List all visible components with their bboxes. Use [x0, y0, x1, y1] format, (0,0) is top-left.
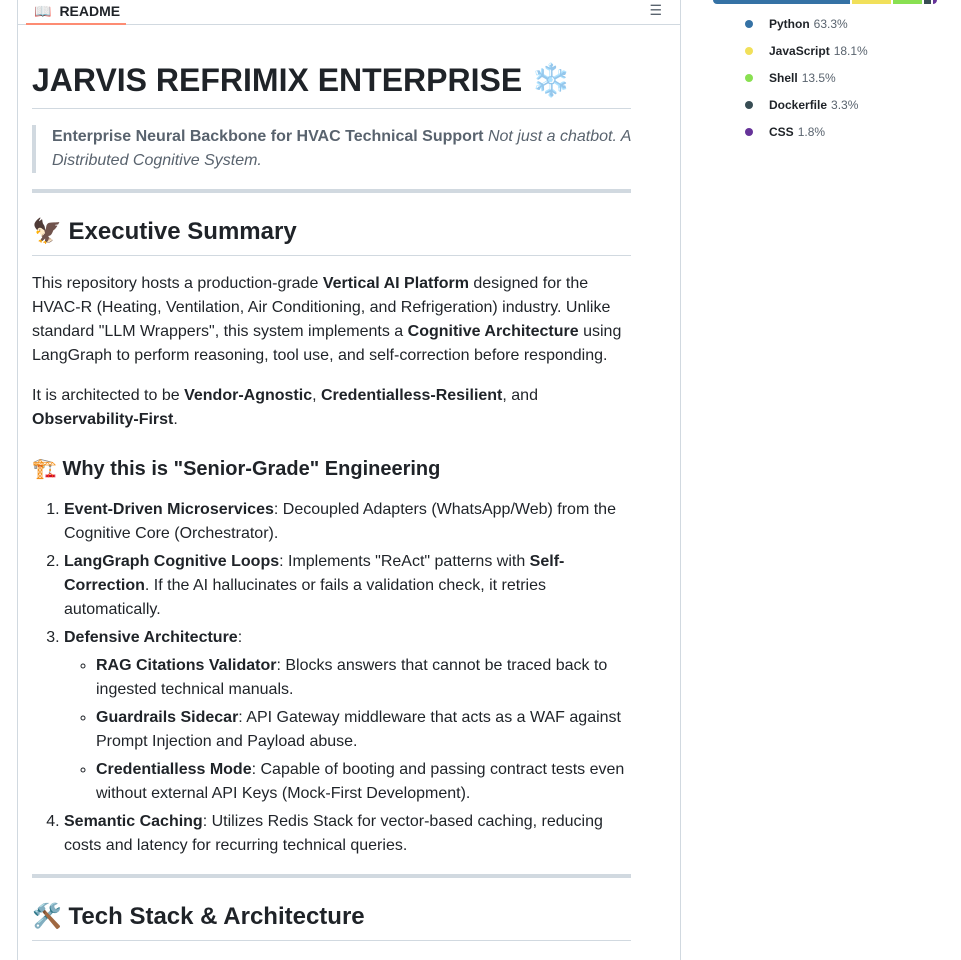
language-item[interactable] — [745, 93, 937, 116]
language-color-dot — [745, 47, 753, 55]
language-name: Python — [769, 16, 810, 31]
language-bar-segment — [933, 0, 937, 4]
executive-summary-heading: 🦅 Executive Summary — [32, 217, 631, 256]
language-list — [713, 12, 937, 143]
summary-paragraph: This repository hosts a production-grade Vertical AI Platform designed for the HVAC-R (Heating, Ventilation, Air Conditioning, and Refrigeration) industry. Unlike standard "LLM Wrappers", this system implements a Cognitive Architecture using LangGraph to perform reasoning, tool use, and self-correction before responding. — [32, 275, 622, 364]
architecture-paragraph: It is architected to be Vendor-Agnostic, Credentialless-Resilient, and Observability-First. — [32, 387, 538, 428]
language-bar-segment — [713, 0, 850, 4]
divider — [32, 189, 631, 193]
language-color-dot — [745, 128, 753, 136]
language-bar-segment — [924, 0, 931, 4]
language-item[interactable] — [745, 39, 937, 62]
tab-readme[interactable] — [26, 0, 126, 25]
sub-list — [64, 654, 631, 806]
language-percent: 1.8% — [797, 124, 826, 139]
language-item[interactable] — [745, 66, 937, 89]
language-percent: 13.5% — [801, 70, 836, 85]
list-item: 1. Event-Driven Microservices: Decoupled Adapters (WhatsApp/Web) from the Cognitive Core (Orchestrator). — [64, 498, 631, 546]
list-item: 3. Defensive Architecture: ◦ RAG Citations Validator: Blocks answers that cannot be traced back to ingested technical manuals. ◦ Guardrails Sidecar: API Gateway middleware that acts as a WAF against Prompt Injection and Payload abuse. ◦ Credentialless Mode: Capable of booting and passing contract tests even without external API Keys (Mock-First Development). — [64, 626, 631, 806]
list-item: 2. LangGraph Cognitive Loops: Implements "ReAct" patterns with Self-Correction. If the AI hallucinates or fails a validation check, it retries automatically. — [64, 550, 631, 622]
divider — [32, 874, 631, 878]
language-bar — [713, 0, 937, 4]
book-icon: 📖 — [34, 3, 52, 19]
language-color-dot — [745, 74, 753, 82]
languages-section — [713, 0, 937, 147]
language-name: Shell — [769, 70, 798, 85]
tagline-quote: Enterprise Neural Backbone for HVAC Technical Support Not just a chatbot. A Distributed Cognitive System. — [32, 125, 631, 173]
language-bar-segment — [852, 0, 891, 4]
language-percent: 18.1% — [833, 43, 868, 58]
list-item: 4. Semantic Caching: Utilizes Redis Stack for vector-based caching, reducing costs and latency for recurring technical queries. — [64, 810, 631, 858]
readme-content — [32, 60, 631, 957]
language-color-dot — [745, 20, 753, 28]
language-color-dot — [745, 101, 753, 109]
language-name: CSS — [769, 124, 794, 139]
language-name: Dockerfile — [769, 97, 828, 112]
why-heading: 🏗️ Why this is "Senior-Grade" Engineering — [32, 458, 441, 480]
readme-title: JARVIS REFRIMIX ENTERPRISE ❄️ — [32, 60, 631, 109]
language-percent: 3.3% — [831, 97, 859, 112]
language-name: JavaScript — [769, 43, 830, 58]
features-list — [32, 498, 631, 858]
language-percent: 63.3% — [813, 16, 848, 31]
list-item: ◦ RAG Citations Validator: Blocks answers that cannot be traced back to ingested technical manuals. — [96, 654, 631, 702]
language-item[interactable] — [745, 120, 937, 143]
list-item: ◦ Credentialless Mode: Capable of booting and passing contract tests even without external API Keys (Mock-First Development). — [96, 758, 631, 806]
readme-tabbar — [18, 0, 680, 25]
language-bar-segment — [893, 0, 922, 4]
tech-stack-heading: 🛠️ Tech Stack & Architecture — [32, 902, 631, 941]
list-item: ◦ Guardrails Sidecar: API Gateway middleware that acts as a WAF against Prompt Injection and Payload abuse. — [96, 706, 631, 754]
language-item[interactable] — [745, 12, 937, 35]
table-of-contents-icon[interactable]: ☰ — [649, 2, 662, 18]
tab-readme-label: README — [59, 3, 121, 19]
